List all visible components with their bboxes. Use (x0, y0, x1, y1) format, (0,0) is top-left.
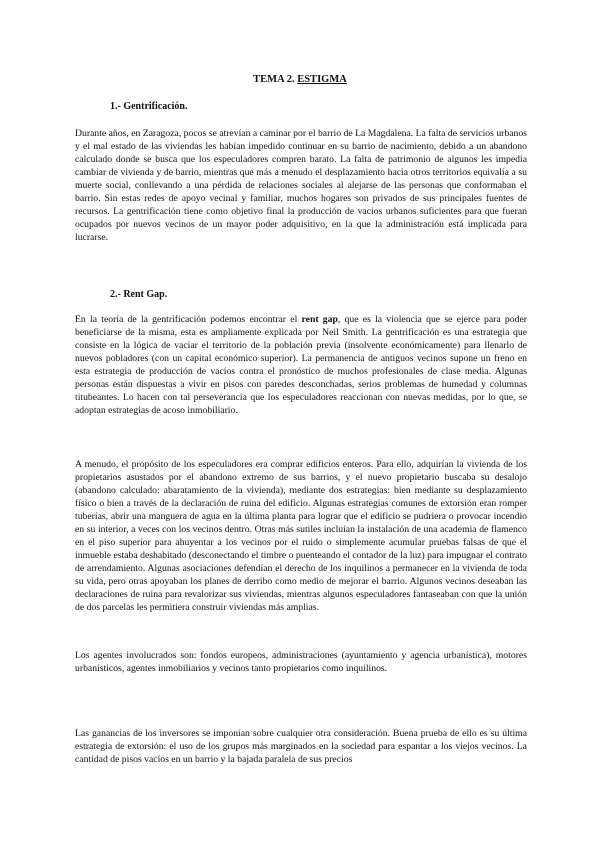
paragraph-gentrificacion: Durante años, en Zaragoza, pocos se atrevían a caminar por el barrio de La Magdalena. La falta de servicios urbanos y el mal estado de las viviendas les habían impedido continuar en su barrio de nacimiento, debido a un abandono calculado donde se busca que los especuladores compren barato. La falta de patrimonio de algunos les impedía cambiar de vivienda y de barrio, mientras que más a menudo el desplazamiento hacia otros territorios equivalía a su muerte social, conllevando a una pérdida de relaciones sociales al alejarse de las personas que conformaban el barrio. Sin estas redes de apoyo vecinal y familiar, muchos hogares son privados de sus principales fuentes de recursos. La gentrificación tiene como objetivo final la producción de vacíos urbanos suficientes para que fueran ocupados por nuevos vecinos de un mayor poder adquisitivo, en la que la administración está implicada para lucrarse. (75, 128, 527, 243)
rent-gap-text-after: , que es la violencia que se ejerce para poder beneficiarse de la misma, esta es ampliamente explicada por Neil Smith. La gentrificación es una estrategia que consiste en la lógica de vaciar el territorio de la población previa (insolvente económicamente) para llenarlo de nuevos pobladores (con un capital económico superior). La permanencia de antiguos vecinos supone un freno en esta estrategia de producción de vacíos contra el pronóstico de muchos profesionales de clase media. Algunas personas están dispuestas a vivir en pisos con paredes desconchadas, serios problemas de humedad y columnas titubeantes. Lo hacen con tal perseverancia que los especuladores reaccionan con nuevas medidas, por lo que, se adoptan estrategias de acoso inmobiliario. (75, 314, 527, 416)
section-heading-gentrificacion: 1.- Gentrificación. (110, 101, 188, 112)
paragraph-ganancias: Las ganancias de los inversores se imponían sobre cualquier otra consideración. Buena prueba de ello es su última estrategia de extorsión: el uso de los grupos más marginados en la sociedad para espantar a los viejos vecinos. La cantidad de pisos vacíos en un barrio y la bajada paralela de sus precios (75, 728, 527, 765)
paragraph-rent-gap-intro (75, 313, 527, 444)
section-heading-rent-gap: 2.- Rent Gap. (110, 289, 168, 300)
title-underlined: ESTIGMA (297, 74, 347, 85)
rent-gap-term: rent gap (301, 314, 338, 325)
title-prefix: TEMA 2. (253, 74, 295, 85)
rent-gap-text-before: En la teoría de la gentrificación podemos encontrar el (75, 314, 302, 325)
page-title (0, 73, 600, 86)
paragraph-especuladores: A menudo, el propósito de los especuladores era comprar edificios enteros. Para ello, adquirían la vivienda de los propietarios asustados por el abandono extremo de sus barrios, y el nuevo propietario buscaba su desalojo (abandono calculado: abaratamiento de la vivienda), mediante dos estrategias: bien mediante su desplazamiento físico o bien a través de la declaración de ruina del edificio. Algunas estrategias comunes de extorsión eran romper tuberías, abrir una manguera de agua en la última planta para lograr que el edificio se pudriera o provocar incendio en su interior, a veces con los vecinos dentro. Otras más sutiles incluían la instalación de una academia de flamenco en el piso superior para ahuyentar a los vecinos por el ruido o simplemente acumular pruebas falsas de que el inmueble estaba deshabitado (desconectando el timbre o puenteando el contador de la luz) para impugnar el contrato de arrendamiento. Algunas asociaciones defendían el derecho de los inquilinos a permanecer en la vivienda de toda su vida, pero otras apoyaban los planes de derribo como medio de mejorar el barrio. Algunos vecinos deseaban las declaraciones de ruina para revalorizar sus viviendas, mientras algunos especuladores fantaseaban con que la unión de dos parcelas les permitiera construir viviendas más amplias. (75, 459, 527, 613)
paragraph-agentes: Los agentes involucrados son: fondos europeos, administraciones (ayuntamiento y agencia urbanística), motores urbanísticos, agentes inmobiliarios y vecinos tanto propietarios como inquilinos. (75, 650, 527, 674)
